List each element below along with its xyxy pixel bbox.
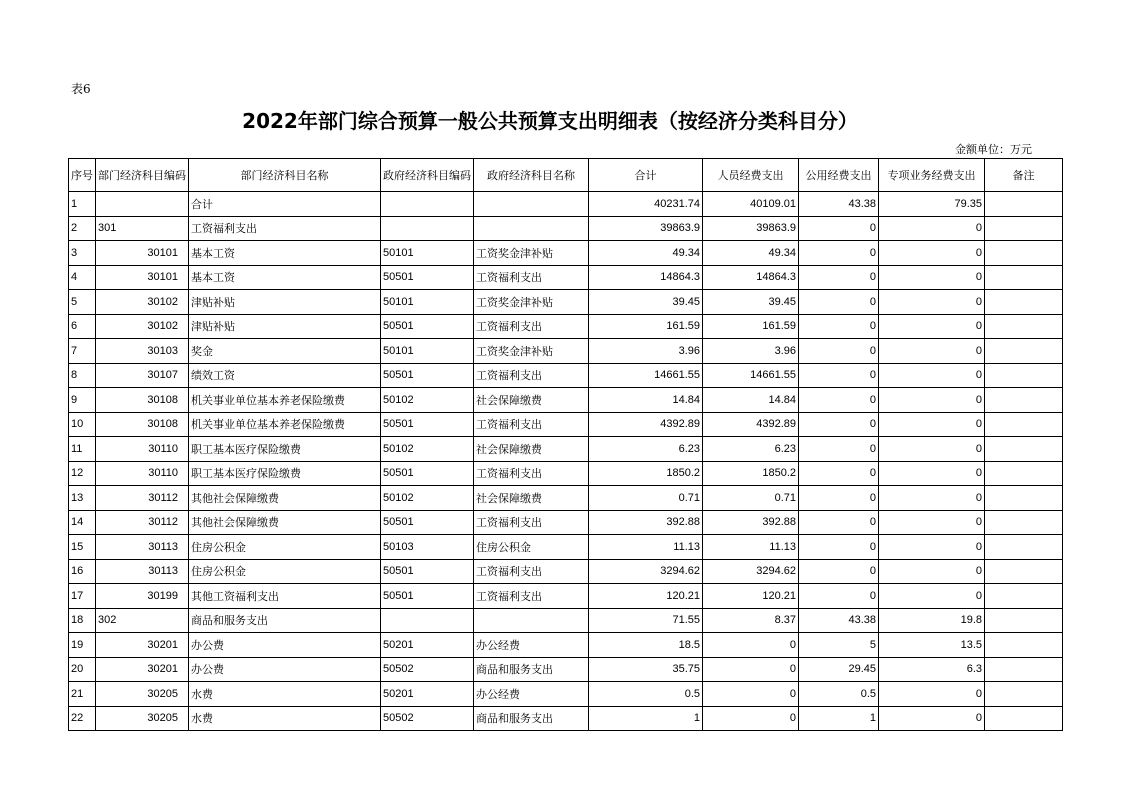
cell-gov-name: 工资奖金津补贴: [474, 339, 589, 364]
cell-gov-name: [474, 192, 589, 217]
cell-dept-code: 30107: [96, 363, 189, 388]
cell-public-amount: 0: [799, 461, 879, 486]
cell-remark: [985, 437, 1063, 462]
cell-personnel-amount: 14864.3: [703, 265, 799, 290]
cell-dept-code: 30112: [96, 510, 189, 535]
table-number: 表6: [71, 82, 91, 96]
table-row: [69, 363, 1063, 388]
cell-special-amount: 19.8: [879, 608, 985, 633]
cell-remark: [985, 559, 1063, 584]
table-row: [69, 290, 1063, 315]
cell-personnel-amount: 120.21: [703, 584, 799, 609]
cell-gov-code: [381, 192, 474, 217]
header-personnel: 人员经费支出: [703, 159, 799, 192]
table-row: [69, 461, 1063, 486]
cell-dept-code: 30108: [96, 388, 189, 413]
cell-special-amount: 0: [879, 682, 985, 707]
cell-row-seq: 6: [69, 314, 96, 339]
cell-gov-code: 50502: [381, 706, 474, 731]
cell-dept-code: 30108: [96, 412, 189, 437]
table-row: [69, 216, 1063, 241]
cell-public-amount: 0: [799, 363, 879, 388]
table-row: [69, 657, 1063, 682]
cell-personnel-amount: 40109.01: [703, 192, 799, 217]
cell-remark: [985, 461, 1063, 486]
cell-gov-code: 50501: [381, 265, 474, 290]
cell-personnel-amount: 8.37: [703, 608, 799, 633]
cell-special-amount: 0: [879, 388, 985, 413]
cell-gov-code: 50101: [381, 339, 474, 364]
cell-dept-name: 其他工资福利支出: [189, 584, 381, 609]
cell-row-seq: 4: [69, 265, 96, 290]
cell-dept-code: 30103: [96, 339, 189, 364]
header-remark: 备注: [985, 159, 1063, 192]
cell-row-seq: 16: [69, 559, 96, 584]
cell-remark: [985, 265, 1063, 290]
cell-row-seq: 21: [69, 682, 96, 707]
cell-gov-name: [474, 216, 589, 241]
cell-gov-name: 工资福利支出: [474, 510, 589, 535]
cell-remark: [985, 339, 1063, 364]
header-public: 公用经费支出: [799, 159, 879, 192]
cell-dept-code: 30102: [96, 290, 189, 315]
cell-gov-name: 工资福利支出: [474, 559, 589, 584]
cell-row-seq: 10: [69, 412, 96, 437]
cell-row-seq: 18: [69, 608, 96, 633]
cell-remark: [985, 388, 1063, 413]
cell-public-amount: 0: [799, 314, 879, 339]
cell-dept-code: 30110: [96, 461, 189, 486]
cell-row-seq: 1: [69, 192, 96, 217]
cell-row-seq: 7: [69, 339, 96, 364]
cell-dept-name: 其他社会保障缴费: [189, 486, 381, 511]
cell-gov-name: 工资福利支出: [474, 461, 589, 486]
cell-row-seq: 12: [69, 461, 96, 486]
cell-dept-code: 30205: [96, 706, 189, 731]
cell-row-seq: 9: [69, 388, 96, 413]
cell-special-amount: 6.3: [879, 657, 985, 682]
table-row: [69, 535, 1063, 560]
cell-dept-code: 301: [96, 216, 189, 241]
cell-dept-name: 职工基本医疗保险缴费: [189, 461, 381, 486]
cell-dept-code: 30102: [96, 314, 189, 339]
cell-special-amount: 0: [879, 510, 985, 535]
cell-gov-name: 社会保障缴费: [474, 388, 589, 413]
table-row: [69, 314, 1063, 339]
cell-gov-name: 办公经费: [474, 682, 589, 707]
cell-total-amount: 120.21: [589, 584, 703, 609]
cell-total-amount: 3294.62: [589, 559, 703, 584]
header-special: 专项业务经费支出: [879, 159, 985, 192]
table-row: [69, 559, 1063, 584]
cell-dept-name: 机关事业单位基本养老保险缴费: [189, 412, 381, 437]
cell-gov-code: 50101: [381, 290, 474, 315]
cell-total-amount: 161.59: [589, 314, 703, 339]
cell-personnel-amount: 0: [703, 682, 799, 707]
cell-special-amount: 0: [879, 559, 985, 584]
table-row: [69, 339, 1063, 364]
page-title: 2022年部门综合预算一般公共预算支出明细表（按经济分类科目分）: [242, 109, 858, 133]
cell-total-amount: 0.71: [589, 486, 703, 511]
cell-dept-code: 30110: [96, 437, 189, 462]
header-gov-code: 政府经济科目编码: [381, 159, 474, 192]
cell-public-amount: 0: [799, 290, 879, 315]
cell-remark: [985, 241, 1063, 266]
cell-gov-name: 商品和服务支出: [474, 706, 589, 731]
cell-special-amount: 13.5: [879, 633, 985, 658]
cell-dept-name: 津贴补贴: [189, 314, 381, 339]
cell-gov-code: 50502: [381, 657, 474, 682]
cell-special-amount: 0: [879, 339, 985, 364]
cell-gov-code: 50103: [381, 535, 474, 560]
cell-special-amount: 0: [879, 265, 985, 290]
cell-gov-code: 50201: [381, 682, 474, 707]
cell-personnel-amount: 4392.89: [703, 412, 799, 437]
cell-remark: [985, 363, 1063, 388]
cell-remark: [985, 216, 1063, 241]
table-row: [69, 388, 1063, 413]
cell-row-seq: 17: [69, 584, 96, 609]
cell-gov-name: 工资福利支出: [474, 584, 589, 609]
cell-gov-name: 工资奖金津补贴: [474, 241, 589, 266]
table-header-row: [69, 159, 1063, 192]
cell-special-amount: 0: [879, 363, 985, 388]
cell-gov-code: 50201: [381, 633, 474, 658]
header-seq: 序号: [69, 159, 96, 192]
cell-dept-name: 其他社会保障缴费: [189, 510, 381, 535]
cell-row-seq: 20: [69, 657, 96, 682]
cell-remark: [985, 706, 1063, 731]
cell-gov-code: 50501: [381, 412, 474, 437]
cell-total-amount: 39.45: [589, 290, 703, 315]
cell-gov-code: 50102: [381, 486, 474, 511]
table-row: [69, 412, 1063, 437]
cell-gov-code: 50101: [381, 241, 474, 266]
cell-public-amount: 0: [799, 437, 879, 462]
table-row: [69, 682, 1063, 707]
cell-total-amount: 71.55: [589, 608, 703, 633]
cell-personnel-amount: 3.96: [703, 339, 799, 364]
cell-gov-code: [381, 608, 474, 633]
cell-total-amount: 35.75: [589, 657, 703, 682]
cell-public-amount: 0: [799, 412, 879, 437]
cell-special-amount: 0: [879, 290, 985, 315]
cell-special-amount: 0: [879, 216, 985, 241]
cell-personnel-amount: 39863.9: [703, 216, 799, 241]
cell-public-amount: 0: [799, 559, 879, 584]
cell-row-seq: 2: [69, 216, 96, 241]
cell-dept-code: 30101: [96, 265, 189, 290]
cell-dept-code: 30199: [96, 584, 189, 609]
cell-remark: [985, 486, 1063, 511]
cell-row-seq: 3: [69, 241, 96, 266]
cell-special-amount: 0: [879, 412, 985, 437]
cell-personnel-amount: 0.71: [703, 486, 799, 511]
amount-unit: 金额单位：万元: [955, 143, 1032, 156]
cell-total-amount: 0.5: [589, 682, 703, 707]
cell-remark: [985, 584, 1063, 609]
cell-personnel-amount: 49.34: [703, 241, 799, 266]
cell-personnel-amount: 11.13: [703, 535, 799, 560]
cell-gov-code: 50501: [381, 510, 474, 535]
cell-row-seq: 11: [69, 437, 96, 462]
cell-public-amount: 1: [799, 706, 879, 731]
header-gov-name: 政府经济科目名称: [474, 159, 589, 192]
cell-total-amount: 39863.9: [589, 216, 703, 241]
cell-gov-name: 工资福利支出: [474, 412, 589, 437]
cell-personnel-amount: 3294.62: [703, 559, 799, 584]
cell-personnel-amount: 14.84: [703, 388, 799, 413]
cell-total-amount: 1850.2: [589, 461, 703, 486]
budget-table: [68, 158, 1063, 731]
cell-gov-code: 50501: [381, 559, 474, 584]
cell-total-amount: 14661.55: [589, 363, 703, 388]
cell-public-amount: 0: [799, 584, 879, 609]
cell-personnel-amount: 0: [703, 706, 799, 731]
cell-remark: [985, 657, 1063, 682]
cell-special-amount: 79.35: [879, 192, 985, 217]
cell-dept-name: 住房公积金: [189, 535, 381, 560]
cell-total-amount: 14.84: [589, 388, 703, 413]
cell-gov-name: 住房公积金: [474, 535, 589, 560]
table-row: [69, 486, 1063, 511]
cell-personnel-amount: 1850.2: [703, 461, 799, 486]
cell-special-amount: 0: [879, 706, 985, 731]
cell-total-amount: 4392.89: [589, 412, 703, 437]
cell-total-amount: 18.5: [589, 633, 703, 658]
cell-gov-code: 50102: [381, 437, 474, 462]
cell-dept-name: 津贴补贴: [189, 290, 381, 315]
cell-public-amount: 43.38: [799, 192, 879, 217]
cell-public-amount: 43.38: [799, 608, 879, 633]
cell-dept-name: 基本工资: [189, 265, 381, 290]
cell-public-amount: 0: [799, 216, 879, 241]
cell-gov-name: [474, 608, 589, 633]
cell-gov-name: 办公经费: [474, 633, 589, 658]
cell-remark: [985, 412, 1063, 437]
cell-gov-name: 工资福利支出: [474, 314, 589, 339]
cell-remark: [985, 192, 1063, 217]
cell-remark: [985, 682, 1063, 707]
cell-dept-code: 30113: [96, 559, 189, 584]
cell-dept-code: 30201: [96, 633, 189, 658]
cell-total-amount: 11.13: [589, 535, 703, 560]
cell-total-amount: 6.23: [589, 437, 703, 462]
cell-dept-name: 商品和服务支出: [189, 608, 381, 633]
cell-remark: [985, 535, 1063, 560]
cell-dept-name: 水费: [189, 706, 381, 731]
cell-gov-code: 50501: [381, 461, 474, 486]
cell-special-amount: 0: [879, 314, 985, 339]
cell-personnel-amount: 39.45: [703, 290, 799, 315]
cell-row-seq: 8: [69, 363, 96, 388]
cell-dept-name: 工资福利支出: [189, 216, 381, 241]
cell-dept-name: 办公费: [189, 657, 381, 682]
cell-dept-code: [96, 192, 189, 217]
cell-gov-name: 工资福利支出: [474, 265, 589, 290]
table-row: [69, 192, 1063, 217]
cell-gov-code: 50501: [381, 363, 474, 388]
table-row: [69, 510, 1063, 535]
cell-special-amount: 0: [879, 437, 985, 462]
cell-dept-code: 302: [96, 608, 189, 633]
cell-dept-name: 住房公积金: [189, 559, 381, 584]
cell-dept-code: 30112: [96, 486, 189, 511]
cell-gov-name: 社会保障缴费: [474, 486, 589, 511]
cell-remark: [985, 608, 1063, 633]
cell-total-amount: 3.96: [589, 339, 703, 364]
table-row: [69, 633, 1063, 658]
cell-row-seq: 15: [69, 535, 96, 560]
cell-dept-name: 合计: [189, 192, 381, 217]
cell-dept-name: 绩效工资: [189, 363, 381, 388]
cell-dept-code: 30101: [96, 241, 189, 266]
cell-personnel-amount: 6.23: [703, 437, 799, 462]
table-row: [69, 241, 1063, 266]
cell-dept-code: 30205: [96, 682, 189, 707]
cell-public-amount: 29.45: [799, 657, 879, 682]
cell-gov-code: 50501: [381, 314, 474, 339]
cell-remark: [985, 314, 1063, 339]
cell-public-amount: 5: [799, 633, 879, 658]
table-row: [69, 706, 1063, 731]
cell-total-amount: 1: [589, 706, 703, 731]
cell-row-seq: 13: [69, 486, 96, 511]
cell-dept-code: 30113: [96, 535, 189, 560]
cell-special-amount: 0: [879, 486, 985, 511]
cell-gov-code: 50501: [381, 584, 474, 609]
table-row: [69, 437, 1063, 462]
cell-public-amount: 0: [799, 388, 879, 413]
header-dept-name: 部门经济科目名称: [189, 159, 381, 192]
cell-personnel-amount: 0: [703, 633, 799, 658]
cell-public-amount: 0: [799, 486, 879, 511]
header-total: 合计: [589, 159, 703, 192]
cell-total-amount: 49.34: [589, 241, 703, 266]
cell-total-amount: 40231.74: [589, 192, 703, 217]
cell-remark: [985, 290, 1063, 315]
cell-row-seq: 5: [69, 290, 96, 315]
cell-gov-code: 50102: [381, 388, 474, 413]
cell-row-seq: 14: [69, 510, 96, 535]
table-row: [69, 608, 1063, 633]
cell-dept-name: 奖金: [189, 339, 381, 364]
cell-public-amount: 0: [799, 510, 879, 535]
cell-gov-name: 工资福利支出: [474, 363, 589, 388]
cell-row-seq: 19: [69, 633, 96, 658]
cell-dept-name: 基本工资: [189, 241, 381, 266]
cell-special-amount: 0: [879, 241, 985, 266]
cell-personnel-amount: 161.59: [703, 314, 799, 339]
cell-public-amount: 0.5: [799, 682, 879, 707]
cell-special-amount: 0: [879, 584, 985, 609]
cell-special-amount: 0: [879, 535, 985, 560]
table-row: [69, 584, 1063, 609]
cell-personnel-amount: 14661.55: [703, 363, 799, 388]
cell-public-amount: 0: [799, 265, 879, 290]
cell-public-amount: 0: [799, 241, 879, 266]
cell-dept-code: 30201: [96, 657, 189, 682]
cell-personnel-amount: 0: [703, 657, 799, 682]
cell-special-amount: 0: [879, 461, 985, 486]
cell-dept-name: 办公费: [189, 633, 381, 658]
cell-gov-name: 社会保障缴费: [474, 437, 589, 462]
cell-total-amount: 14864.3: [589, 265, 703, 290]
cell-gov-code: [381, 216, 474, 241]
cell-remark: [985, 633, 1063, 658]
cell-dept-name: 机关事业单位基本养老保险缴费: [189, 388, 381, 413]
cell-personnel-amount: 392.88: [703, 510, 799, 535]
cell-public-amount: 0: [799, 339, 879, 364]
cell-dept-name: 职工基本医疗保险缴费: [189, 437, 381, 462]
cell-dept-name: 水费: [189, 682, 381, 707]
cell-gov-name: 工资奖金津补贴: [474, 290, 589, 315]
cell-row-seq: 22: [69, 706, 96, 731]
cell-total-amount: 392.88: [589, 510, 703, 535]
cell-gov-name: 商品和服务支出: [474, 657, 589, 682]
header-dept-code: 部门经济科目编码: [96, 159, 189, 192]
cell-public-amount: 0: [799, 535, 879, 560]
cell-remark: [985, 510, 1063, 535]
table-row: [69, 265, 1063, 290]
